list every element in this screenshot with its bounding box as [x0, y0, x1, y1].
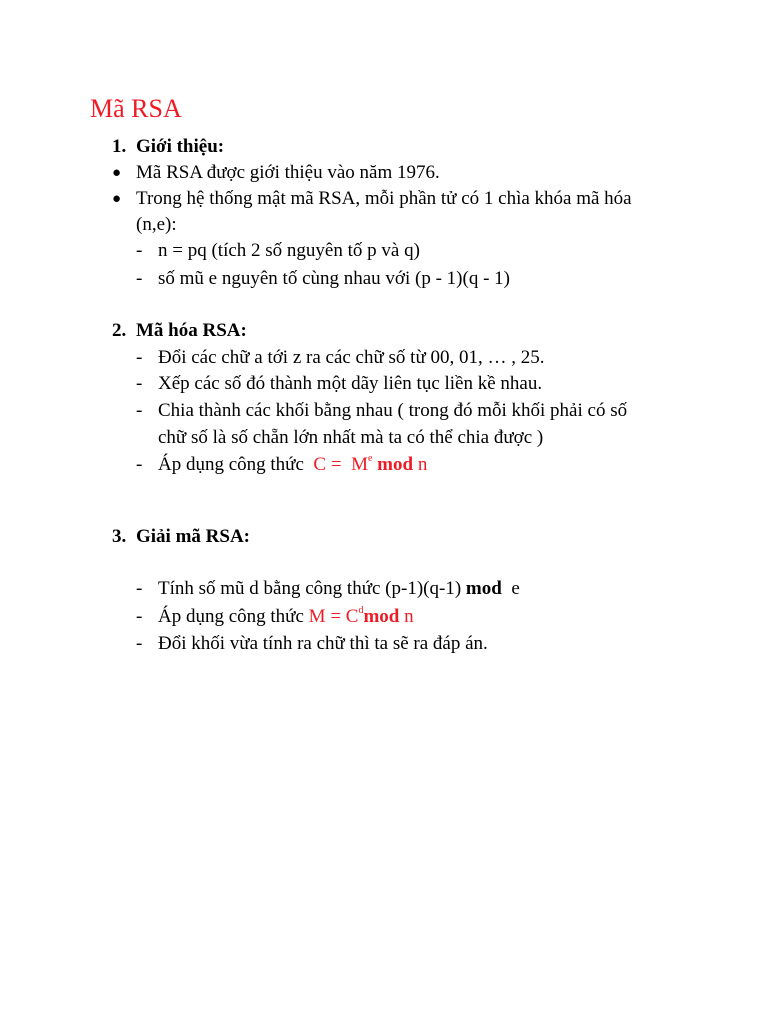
- dash-marker: -: [136, 633, 143, 654]
- dash-marker: -: [136, 268, 143, 289]
- section-2-title: Mã hóa RSA:: [136, 320, 247, 341]
- dash-text: Chia thành các khối bằng nhau ( trong đó mỗi khối phải có số: [158, 400, 628, 421]
- formula-n: n: [404, 606, 414, 627]
- formula-var: e: [511, 578, 520, 599]
- dash-marker: -: [136, 578, 143, 599]
- formula-exponent: d: [358, 605, 364, 616]
- section-2-number: 2.: [112, 320, 127, 341]
- section-3-number: 3.: [112, 526, 127, 547]
- dash-text: Áp dụng công thức: [158, 606, 304, 627]
- formula-exponent: e: [367, 453, 373, 464]
- dash-text: n = pq (tích 2 số nguyên tố p và q): [158, 240, 420, 261]
- section-3-title: Giải mã RSA:: [136, 526, 250, 547]
- dash-marker: -: [136, 400, 143, 421]
- encryption-formula-line: [158, 452, 427, 478]
- decryption-formula-line: [158, 604, 414, 630]
- dash-text: chữ số là số chẵn lớn nhất mà ta có thể chia được ): [158, 427, 544, 448]
- dash-text: Áp dụng công thức: [158, 454, 304, 475]
- formula-mod: mod: [377, 454, 414, 475]
- bullet-text: Trong hệ thống mật mã RSA, mỗi phần tử có 1 chìa khóa mã hóa: [136, 188, 632, 209]
- formula-n: n: [417, 454, 428, 475]
- dash-marker: -: [136, 240, 143, 261]
- formula-mod: mod: [465, 578, 502, 599]
- dash-marker: -: [136, 454, 143, 475]
- dash-marker: -: [136, 606, 143, 627]
- bullet-text: (n,e):: [136, 214, 177, 235]
- bullet-text: Mã RSA được giới thiệu vào năm 1976.: [136, 162, 440, 183]
- dash-marker: -: [136, 347, 143, 368]
- formula-base: C: [345, 606, 359, 627]
- dash-text: Đổi các chữ a tới z ra các chữ số từ 00, 01, … , 25.: [158, 347, 545, 368]
- section-1-number: 1.: [112, 136, 127, 157]
- dash-text: Xếp các số đó thành một dãy liên tục liền kề nhau.: [158, 373, 543, 394]
- dash-text: số mũ e nguyên tố cùng nhau với (p - 1)(q - 1): [158, 268, 510, 289]
- formula-lhs: C =: [313, 454, 342, 475]
- exponent-formula-line: [158, 576, 520, 602]
- section-1-title: Giới thiệu:: [136, 136, 225, 157]
- bullet-icon: ●: [112, 191, 122, 207]
- dash-text: Đổi khối vừa tính ra chữ thì ta sẽ ra đáp án.: [158, 633, 488, 654]
- dash-marker: -: [136, 373, 143, 394]
- dash-text: Tính số mũ d bằng công thức (p-1)(q-1): [158, 578, 462, 599]
- document-title: Mã RSA: [90, 94, 182, 123]
- formula-lhs: M =: [308, 606, 342, 627]
- formula-base: M: [351, 454, 368, 475]
- formula-mod: mod: [363, 606, 400, 627]
- bullet-icon: ●: [112, 165, 122, 181]
